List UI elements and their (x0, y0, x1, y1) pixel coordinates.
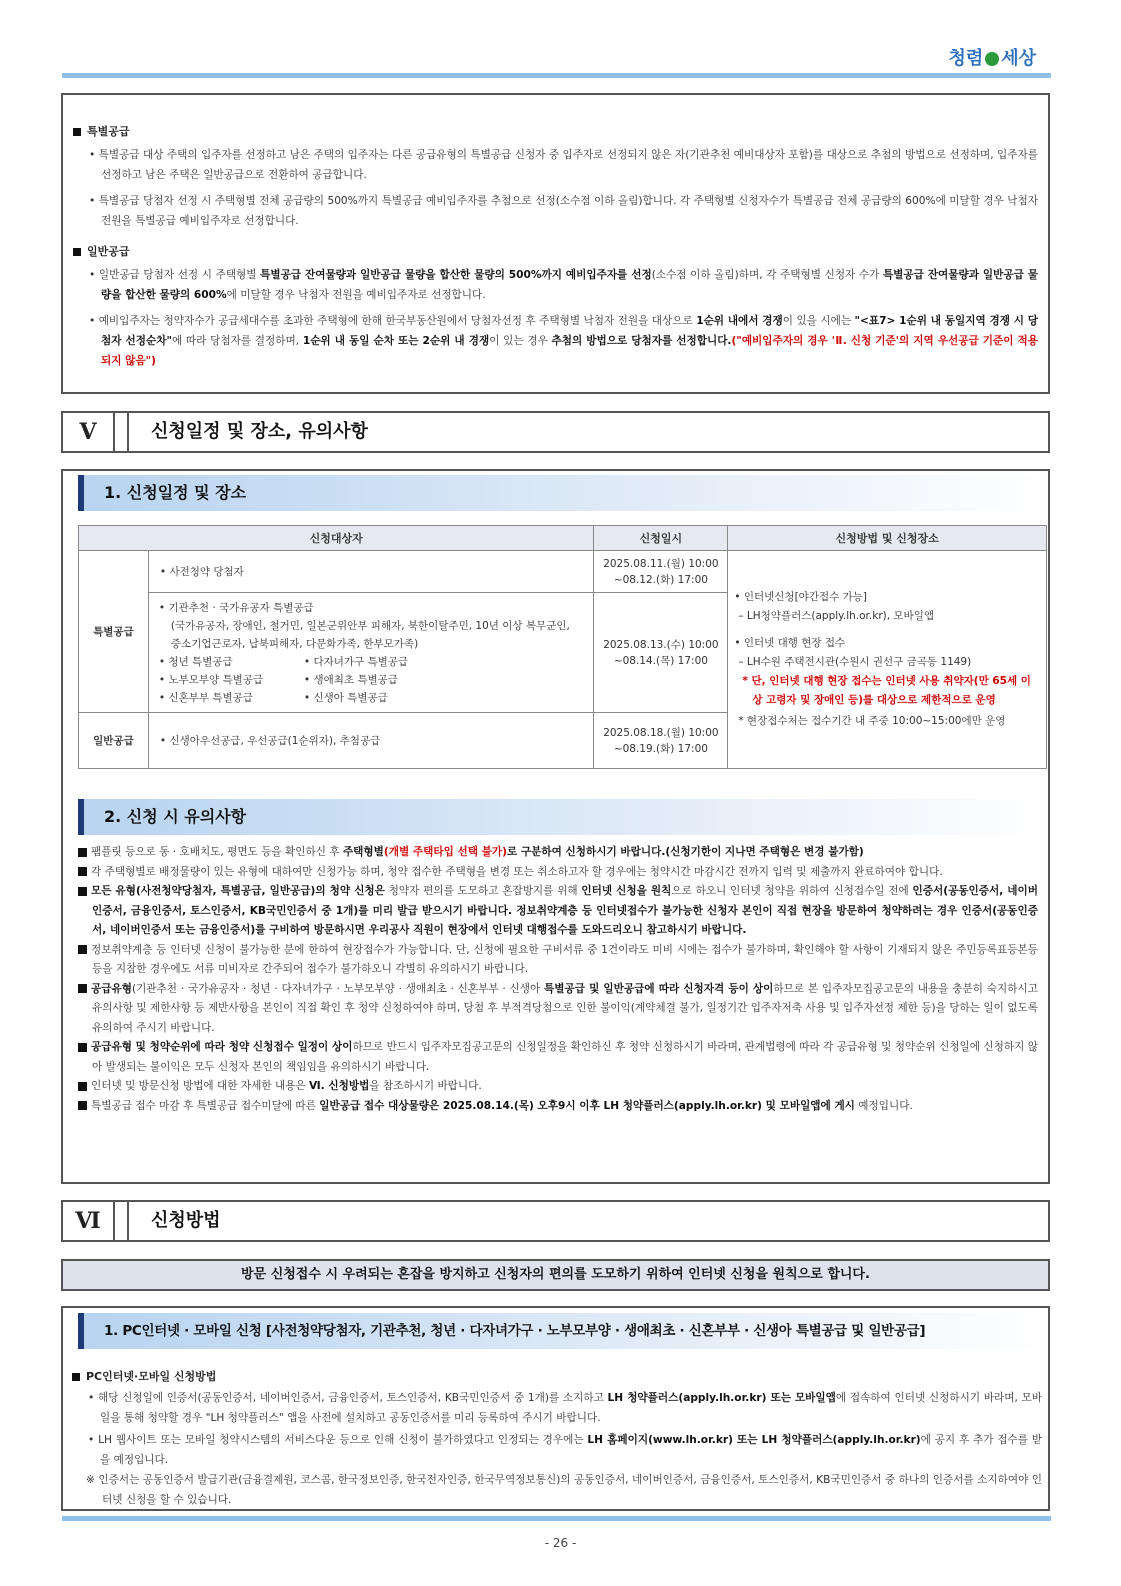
row2-target: • 기관추천 · 국가유공자 특별공급 (국가유공자, 장애인, 철거민, 일본군위안부 피해자, 북한이탈주민, 10년 이상 복무군인, 중소기업근로자, 납북피해자, 다문화가족, 한부모가족) • 청년 특별공급 • 다자녀가구 특별공급 • 노부모부양 특별공급 • 생애최초 특별공급 • 신혼부부 특별공급 • 신생아 특별공급 (148, 593, 594, 713)
online-application-content (72, 1366, 1042, 1510)
note-8: 특별공급 접수 마감 후 특별공급 접수미달에 따른 일반공급 접수 대상물량은 2025.08.14.(목) 오후9시 이후 LH 청약플러스(apply.lh.or.kr) 및 모바일앱에 게시 예정입니다. (78, 1097, 1038, 1117)
top-rule (62, 73, 1051, 78)
note-4: 정보취약계층 등 인터넷 신청이 불가능한 분에 한하여 현장접수가 가능합니다. 단, 신청에 필요한 구비서류 중 1건이라도 미비 시에는 접수가 불가하며, 확인해야 할 사항이 기재되지 않은 주민등록표등본등 등을 지참한 경우에도 서류 미비자로 간주되어 접수가 불가하오니 각별히 유의하시기 바랍니다. (78, 941, 1038, 980)
method-onsite-warning: * 단, 인터넷 대행 현장 접수는 인터넷 사용 취약자(만 65세 이상 고령자 및 장애인 등)를 대상으로 제한적으로 운영 (742, 675, 1031, 706)
notes-list (78, 843, 1038, 1116)
method-onsite: • 인터넷 대행 현장 접수 (734, 637, 846, 649)
row2-special-grid: • 청년 특별공급 • 다자녀가구 특별공급 • 노부모부양 특별공급 • 생애최초 특별공급 • 신혼부부 특별공급 • 신생아 특별공급 (149, 653, 594, 707)
row3-target: • 신생아우선공급, 우선공급(1순위자), 추첨공급 (148, 713, 594, 769)
method-onsite-hours: * 현장접수처는 접수기간 내 주중 10:00~15:00에만 운영 (738, 715, 1006, 727)
section-6-title: 신청방법 (127, 1202, 1045, 1240)
row2-target-detail: (국가유공자, 장애인, 철거민, 일본군위안부 피해자, 북한이탈주민, 10년 이상 복무군인, 중소기업근로자, 납북피해자, 다문화가족, 한부모가족) (170, 619, 570, 650)
special-supply-heading: 특별공급 (73, 121, 1038, 143)
schedule-table (78, 525, 1047, 769)
page-number: - 26 - (544, 1536, 577, 1550)
note-7: 인터넷 및 방문신청 방법에 대한 자세한 내용은 Ⅵ. 신청방법을 참조하시기 바랍니다. (78, 1077, 1038, 1097)
section-5-title: 신청일정 및 장소, 유의사항 (127, 413, 1045, 451)
general-item-1: • 일반공급 당첨자 선정 시 주택형별 특별공급 잔여물량과 일반공급 물량을 합산한 물량의 500%까지 예비입주자를 선정(소수점 이하 올림)하며, 각 주택형별 신청자 수가 특별공급 잔여물량과 일반공급 물량을 합산한 물량의 600%에 미달할 경우 낙첨자 전원을 예비입주자로 선정합니다. (89, 269, 1038, 301)
method-internet: • 인터넷신청[야간접수 가능] (734, 591, 867, 603)
schedule-subheading: 1. 신청일정 및 장소 (78, 475, 1047, 511)
supply-notice-box (61, 93, 1050, 394)
method-cell (728, 551, 1047, 769)
online-application-subheading: 1. PC인터넷 · 모바일 신청 [사전청약당첨자, 기관추천, 청년 · 다자녀가구 · 노부모부양 · 생애최초 · 신혼부부 · 신생아 특별공급 및 일반공급] (78, 1313, 1047, 1349)
method-onsite-location: – LH수원 주택전시관(수원시 권선구 금곡동 1149) (738, 656, 972, 668)
row1-date: 2025.08.11.(월) 10:00 ~08.12.(화) 17:00 (594, 551, 728, 593)
general-item-2: • 예비입주자는 청약자수가 공급세대수를 초과한 주택형에 한해 한국부동산원에서 당첨자선정 후 주택형별 낙첨자 전원을 대상으로 1순위 내에서 경쟁이 있을 시에는 "<표7> 1순위 내 동일지역 경쟁 시 당첨자 선정순차"에 따라 당첨자를 결정하며, 1순위 내 동일 순차 또는 2순위 내 경쟁이 있는 경우 추첨의 방법으로 당첨자를 선정합니다.("예비입주자의 경우 'Ⅱ. 신청 기준'의 지역 우선공급 기준이 적용되지 않음") (89, 315, 1039, 367)
online-method-1: • 해당 신청일에 인증서(공동인증서, 네이버인증서, 금융인증서, 토스인증서, KB국민인증서 중 1개)를 소지하고 LH 청약플러스(apply.lh.or.kr) 또는 모바일앱에 접속하여 인터넷 신청하시기 바라며, 모바일을 통해 청약할 경우 "LH 청약플러스" 앱을 사전에 설치하고 공동인증서를 미리 등록하여 주시기 바랍니다. (88, 1392, 1042, 1424)
row1-target: • 사전청약 당첨자 (148, 551, 594, 593)
method-internet-sites: – LH청약플러스(apply.lh.or.kr), 모바일앱 (738, 610, 934, 622)
note-2: 각 주택형별로 배정물량이 있는 유형에 대하여만 신청가능 하며, 청약 접수한 주택형을 변경 또는 취소하고자 할 경우에는 청약시간 마감시간 전까지 입력 및 제출까지 완료하여야 합니다. (78, 863, 1038, 883)
logo-emblem-icon (985, 52, 999, 66)
header-date: 신청일시 (594, 526, 728, 551)
bottom-rule (62, 1516, 1051, 1521)
header-target: 신청대상자 (79, 526, 594, 551)
special-item-1: • 특별공급 대상 주택의 입주자를 선정하고 남은 주택의 입주자는 다른 공급유형의 특별공급 신청자 중 입주자로 선정되지 않은 자(기관추천 예비대상자 포함)를 대상으로 추첨의 방법으로 선정하며, 입주자를 선정하고 남은 주택은 일반공급으로 전환하여 공급합니다. (89, 149, 1038, 181)
section-6-header (61, 1200, 1050, 1242)
internet-principle-banner: 방문 신청접수 시 우려되는 혼잡을 방지하고 신청자의 편의를 도모하기 위하여 인터넷 신청을 원칙으로 합니다. (61, 1259, 1050, 1291)
section-5-header (61, 411, 1050, 453)
row3-date: 2025.08.18.(월) 10:00 ~08.19.(화) 17:00 (594, 713, 728, 769)
note-3: 모든 유형(사전청약당첨자, 특별공급, 일반공급)의 청약 신청은 청약자 편의를 도모하고 혼잡방지를 위해 인터넷 신청을 원칙으로 하오니 인터넷 청약을 위하여 신청접수일 전에 인증서(공동인증서, 네이버인증서, 금융인증서, 토스인증서, KB국민인증서 중 1개)를 미리 발급 받으시기 바랍니다. 정보취약계층 등 인터넷접수가 불가능한 신청자 본인이 직접 현장을 방문하여 청약하려는 경우 인증서(공동인증서, 네이버인증서 또는 금융인증서)를 구비하여 방문하시면 우리공사 직원이 현장에서 인터넷 대행접수를 도와드리오니 참고하시기 바랍니다. (78, 882, 1038, 941)
section-6-number: Ⅵ (63, 1202, 115, 1240)
note-1: 팸플릿 등으로 동 · 호배치도, 평면도 등을 확인하신 후 주택형별(개별 주택타입 선택 불가)로 구분하여 신청하시기 바랍니다.(신청기한이 지나면 주택형은 변경 불가함) (78, 843, 1038, 863)
logo: 청렴 세상 (948, 48, 1036, 69)
header-method: 신청방법 및 신청장소 (728, 526, 1047, 551)
special-supply-label: 특별공급 (79, 551, 149, 713)
general-supply-label: 일반공급 (79, 713, 149, 769)
notes-subheading: 2. 신청 시 유의사항 (78, 799, 1047, 835)
note-5: 공급유형(기관추천 · 국가유공자 · 청년 · 다자녀가구 · 노부모부양 · 생애최초 · 신혼부부 · 신생아 특별공급 및 일반공급에 따라 신청자격 등이 상이하므로 본 입주자모집공고문의 내용을 충분히 숙지하시고 유의사항 및 제한사항 등 제반사항을 본인이 직접 확인 후 청약 신청하여야 하며, 당첨 후 부적격당첨으로 인한 불이익(계약체결 불가, 일정기간 입주자저축 사용 및 입주자선정 제한 등)을 당하는 일이 없도록 유의하여 주시기 바랍니다. (78, 980, 1038, 1039)
row2-date: 2025.08.13.(수) 10:00 ~08.14.(목) 17:00 (594, 593, 728, 713)
general-supply-heading: 일반공급 (73, 241, 1038, 263)
note-6: 공급유형 및 청약순위에 따라 청약 신청접수 일정이 상이하므로 반드시 입주자모집공고문의 신청일정을 확인하신 후 청약 신청하시기 바라며, 관계법령에 따라 각 공급유형 및 청약순위 신청일에 신청하지 않아 발생되는 불이익은 모두 신청자 본인의 책임임을 유의하시기 바랍니다. (78, 1038, 1038, 1077)
online-method-2: • LH 웹사이트 또는 모바일 청약시스템의 서비스다운 등으로 인해 신청이 불가하였다고 인정되는 경우에는 LH 홈페이지(www.lh.or.kr) 또는 LH 청약플러스(apply.lh.or.kr)에 공지 후 추가 접수를 받을 예정입니다. (88, 1434, 1042, 1466)
special-item-2: • 특별공급 당첨자 선정 시 주택형별 전체 공급량의 500%까지 특별공급 예비입주자를 추첨으로 선정(소수점 이하 올림)합니다. 각 주택형별 신청자수가 특별공급 전체 공급량의 600%에 미달할 경우 낙첨자 전원을 특별공급 예비입주자로 선정합니다. (89, 195, 1039, 227)
section-5-number: Ⅴ (63, 413, 115, 451)
certificate-note: ※ 인증서는 공동인증서 발급기관(금융결제원, 코스콤, 한국정보인증, 한국전자인증, 한국무역정보통신)의 공동인증서, 네이버인증서, 금융인증서, 토스인증서, KB국민인증서 중 하나의 인증서를 소지하여야 인터넷 신청을 할 수 있습니다. (86, 1474, 1042, 1506)
online-method-heading: PC인터넷·모바일 신청방법 (72, 1366, 1042, 1388)
